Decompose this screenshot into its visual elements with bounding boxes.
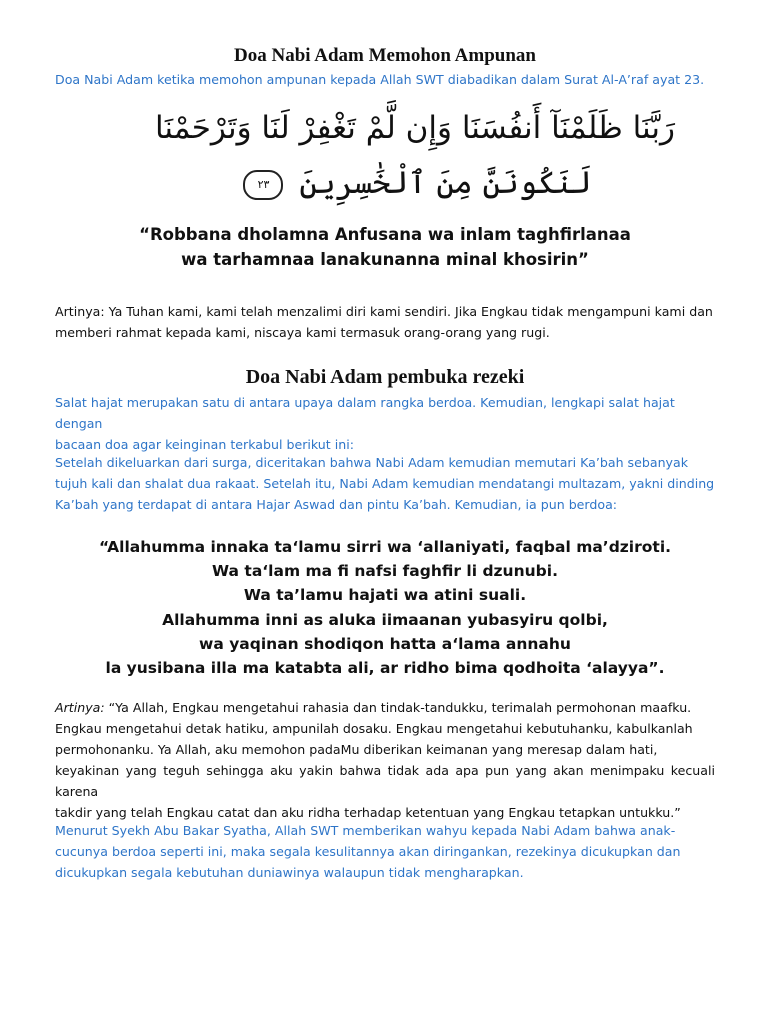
- translation-line: takdir yang telah Engkau catat dan aku ridha terhadap ketentuan yang Engkau tetapkan untukku.”: [55, 805, 681, 820]
- arabic-verse-line2-text: لَنَكُونَنَّ مِنَ ٱلْخَٰسِرِينَ: [299, 165, 592, 201]
- paragraph-line: dicukupkan segala kebutuhan duniawinya walaupun tidak mengharapkan.: [55, 865, 524, 880]
- transliteration-line: wa tarhamnaa lanakunanna minal khosirin”: [181, 250, 589, 269]
- section1-title: Doa Nabi Adam Memohon Ampunan: [234, 45, 536, 66]
- translation-line: Artinya: Ya Tuhan kami, kami telah menzalimi diri kami sendiri. Jika Engkau tidak mengampuni kami dan: [55, 304, 713, 319]
- section2-translation: [55, 697, 715, 823]
- translation-line: Engkau mengetahui detak hatiku, ampunilah dosaku. Engkau mengetahui kebutuhanku, kabulkanlah: [55, 721, 693, 736]
- ayah-number-mark: ٢٣: [243, 170, 283, 200]
- arabic-verse-line1: رَبَّنَا ظَلَمْنَآ أَنفُسَنَا وَإِن لَّمْ تَغْفِرْ لَنَا وَتَرْحَمْنَا: [154, 110, 676, 146]
- prayer-line: wa yaqinan shodiqon hatta a‘lama annahu: [199, 634, 571, 653]
- section2-paragraph2: [55, 452, 715, 515]
- prayer-line: “Allahumma innaka ta‘lamu sirri wa ‘allaniyati, faqbal ma’dziroti.: [98, 538, 672, 556]
- section1-transliteration: [55, 222, 715, 272]
- section2-paragraph1: [55, 392, 715, 455]
- paragraph-line: Salat hajat merupakan satu di antara upaya dalam rangka berdoa. Kemudian, lengkapi salat hajat dengan: [55, 395, 675, 431]
- translation-line: memberi rahmat kepada kami, niscaya kami termasuk orang-orang yang rugi.: [55, 325, 550, 340]
- transliteration-line: “Robbana dholamna Anfusana wa inlam taghfirlanaa: [139, 225, 631, 244]
- section2-closing-paragraph: [55, 820, 715, 883]
- translation-line: [55, 697, 715, 718]
- section2-title: Doa Nabi Adam pembuka rezeki: [245, 366, 525, 388]
- prayer-line: Wa ta‘lam ma fi nafsi faghfir li dzunubi.: [212, 562, 558, 581]
- paragraph-line: Ka’bah yang terdapat di antara Hajar Aswad dan pintu Ka’bah. Kemudian, ia pun berdoa:: [55, 497, 618, 512]
- translation-text: “Ya Allah, Engkau mengetahui rahasia dan tindak-tandukku, terimalah permohonan maafku.: [108, 700, 692, 715]
- section1-translation: [55, 301, 715, 343]
- arabic-verse-line2: [240, 165, 595, 201]
- prayer-line: Wa ta’lamu hajati wa atini suali.: [243, 586, 527, 605]
- paragraph-line: tujuh kali dan shalat dua rakaat. Setelah itu, Nabi Adam kemudian mendatangi multazam, yakni dinding: [55, 476, 715, 491]
- prayer-line: Allahumma inni as aluka iimaanan yubasyiru qolbi,: [162, 610, 608, 629]
- translation-line: permohonanku. Ya Allah, aku memohon padaMu diberikan keimanan yang meresap dalam hati,: [55, 742, 658, 757]
- paragraph-line: bacaan doa agar keinginan terkabul berikut ini:: [55, 437, 354, 452]
- prayer-line: la yusibana illa ma katabta ali, ar ridho bima qodhoita ‘alayya”.: [105, 659, 665, 678]
- section1-intro: Doa Nabi Adam ketika memohon ampunan kepada Allah SWT diabadikan dalam Surat Al-A’raf ayat 23.: [55, 72, 705, 87]
- paragraph-line: Menurut Syekh Abu Bakar Syatha, Allah SWT memberikan wahyu kepada Nabi Adam bahwa anak-: [55, 823, 676, 838]
- paragraph-line: cucunya berdoa seperti ini, maka segala kesulitannya akan diringankan, rezekinya dicukupkan dan: [55, 844, 681, 859]
- translation-line: keyakinan yang teguh sehingga aku yakin bahwa tidak ada apa pun yang akan menimpaku kecuali karena: [55, 763, 715, 799]
- translation-label: Artinya:: [55, 700, 105, 715]
- section2-prayer: [55, 535, 715, 680]
- paragraph-line: Setelah dikeluarkan dari surga, diceritakan bahwa Nabi Adam kemudian memutari Ka’bah sebanyak: [55, 455, 689, 470]
